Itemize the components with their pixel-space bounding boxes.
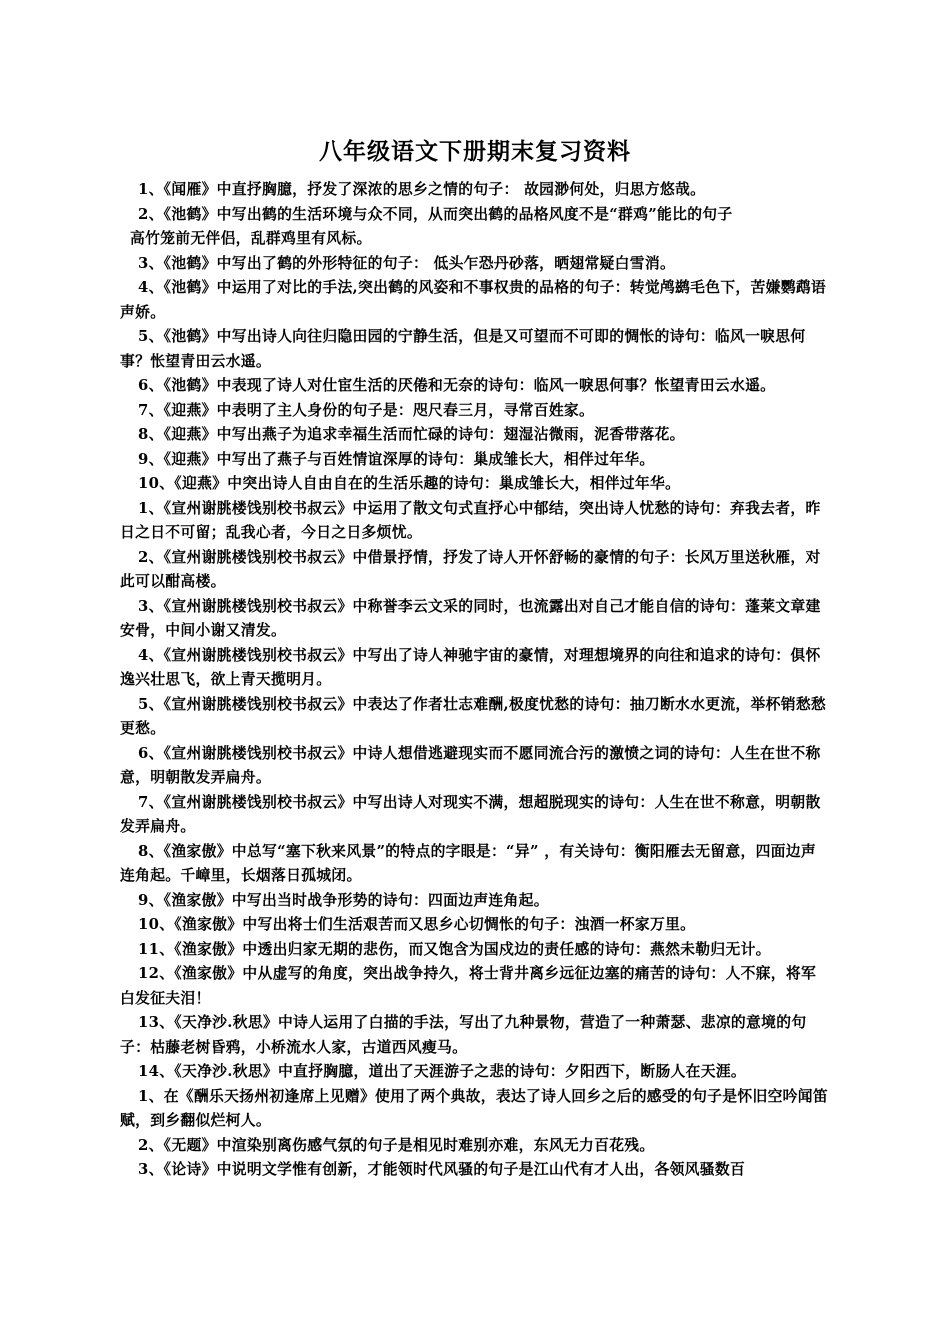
paragraph: 13、《天净沙.秋思》中诗人运用了白描的手法，写出了九种景物，营造了一种萧瑟、悲凉的意境的句子：枯藤老树昏鸦，小桥流水人家，古道西风瘦马。: [120, 1014, 807, 1056]
paragraph: 2、《无题》中渲染别离伤感气氛的句子是相见时难别亦难，东风无力百花残。: [138, 1136, 655, 1154]
paragraph: 12、《渔家傲》中从虚写的角度，突出战争持久，将士背井离乡远征边塞的痛苦的诗句：人不寐，将军白发征夫泪！: [120, 965, 817, 1007]
paragraph: 1、《闻雁》中直抒胸臆，抒发了深浓的思乡之情的句子： 故园渺何处，归思方悠哉。: [138, 181, 706, 198]
paragraph: 5、《宣州谢朓楼饯别校书叔云》中表达了作者壮志难酬,极度忧愁的诗句：抽刀断水水更流，举杯销愁愁更愁。: [120, 695, 827, 737]
paragraph: 14、《天净沙.秋思》中直抒胸臆，道出了天涯游子之悲的诗句：夕阳西下，断肠人在天涯。: [138, 1063, 747, 1080]
paragraph: 10、《迎燕》中突出诗人自由自在的生活乐趣的诗句：巢成雏长大，相伴过年华。: [138, 475, 681, 492]
paragraph: 7、《迎燕》中表明了主人身份的句子是：咫尺春三月，寻常百姓家。: [138, 401, 595, 419]
paragraph: 6、《宣州谢朓楼饯别校书叔云》中诗人想借逃避现实而不愿同流合污的激愤之词的诗句：人生在世不称意，明朝散发弄扁舟。: [120, 744, 821, 786]
paragraph: 6、《池鹤》中表现了诗人对仕宦生活的厌倦和无奈的诗句：临风一唳思何事？怅望青田云水遥。: [138, 377, 776, 394]
document-body: [120, 178, 830, 1183]
paragraph: 1、在《酬乐天扬州初逢席上见赠》使用了两个典故，表达了诗人回乡之后的感受的句子是怀旧空吟闻笛赋，到乡翻似烂柯人。: [120, 1087, 828, 1129]
paragraph: 3、《宣州谢朓楼饯别校书叔云》中称誉李云文采的同时，也流露出对自己才能自信的诗句：蓬莱文章建安骨，中间小谢又清发。: [120, 597, 821, 639]
paragraph: 5、《池鹤》中写出诗人向往归隐田园的宁静生活，但是又可望而不可即的惆怅的诗句：临风一唳思何事？怅望青田云水遥。: [120, 328, 806, 370]
paragraph: 3、《池鹤》中写出了鹤的外形特征的句子： 低头乍恐丹砂落，晒翅常疑白雪消。: [138, 254, 676, 272]
paragraph: 8、《渔家傲》中总写“塞下秋来风景”的特点的字眼是：“异” ，有关诗句：衡阳雁去无留意，四面边声连角起。千嶂里，长烟落日孤城闭。: [120, 842, 816, 884]
paragraph: 11、《渔家傲》中透出归家无期的悲伤，而又饱含为国戍边的责任感的诗句：燕然未勒归无计。: [138, 940, 771, 958]
document-title: 八年级语文下册期末复习资料: [319, 138, 631, 165]
paragraph: 7、《宣州谢朓楼饯别校书叔云》中写出诗人对现实不满，想超脱现实的诗句：人生在世不称意，明朝散发弄扁舟。: [120, 793, 821, 835]
paragraph: 9、《迎燕》中写出了燕子与百姓情谊深厚的诗句：巢成雏长大，相伴过年华。: [138, 450, 655, 468]
paragraph: 10、《渔家傲》中写出将士们生活艰苦而又思乡心切惆怅的句子：浊酒一杯家万里。: [138, 916, 696, 933]
paragraph: 2、《池鹤》中写出鹤的生活环境与众不同，从而突出鹤的品格风度不是“群鸡”能比的句子: [138, 205, 733, 223]
paragraph: 3、《论诗》中说明文学惟有创新，才能领时代风骚的句子是江山代有才人出，各领风骚数百: [138, 1161, 746, 1178]
paragraph: 1、《宣州谢朓楼饯别校书叔云》中运用了散文句式直抒心中郁结，突出诗人忧愁的诗句：弃我去者，昨日之日不可留；乱我心者，今日之日多烦忧。: [120, 499, 821, 541]
paragraph: 4、《宣州谢朓楼饯别校书叔云》中写出了诗人神驰宇宙的豪情，对理想境界的向往和追求的诗句：俱怀逸兴壮思飞，欲上青天揽明月。: [120, 646, 821, 688]
paragraph: 2、《宣州谢朓楼饯别校书叔云》中借景抒情，抒发了诗人开怀舒畅的豪情的句子：长风万里送秋雁，对此可以酣高楼。: [120, 548, 821, 590]
paragraph-continuation: 高竹笼前无伴侣，乱群鸡里有风标。: [130, 230, 372, 247]
paragraph: 9、《渔家傲》中写出当时战争形势的诗句：四面边声连角起。: [138, 891, 549, 909]
paragraph: 4、《池鹤》中运用了对比的手法,突出鹤的风姿和不事权贵的品格的句子：转觉鸬鹚毛色下，苦嫌鹦鹉语声娇。: [120, 279, 827, 321]
paragraph: 8、《迎燕》中写出燕子为追求幸福生活而忙碌的诗句：翅湿沾微雨，泥香带落花。: [138, 426, 685, 443]
